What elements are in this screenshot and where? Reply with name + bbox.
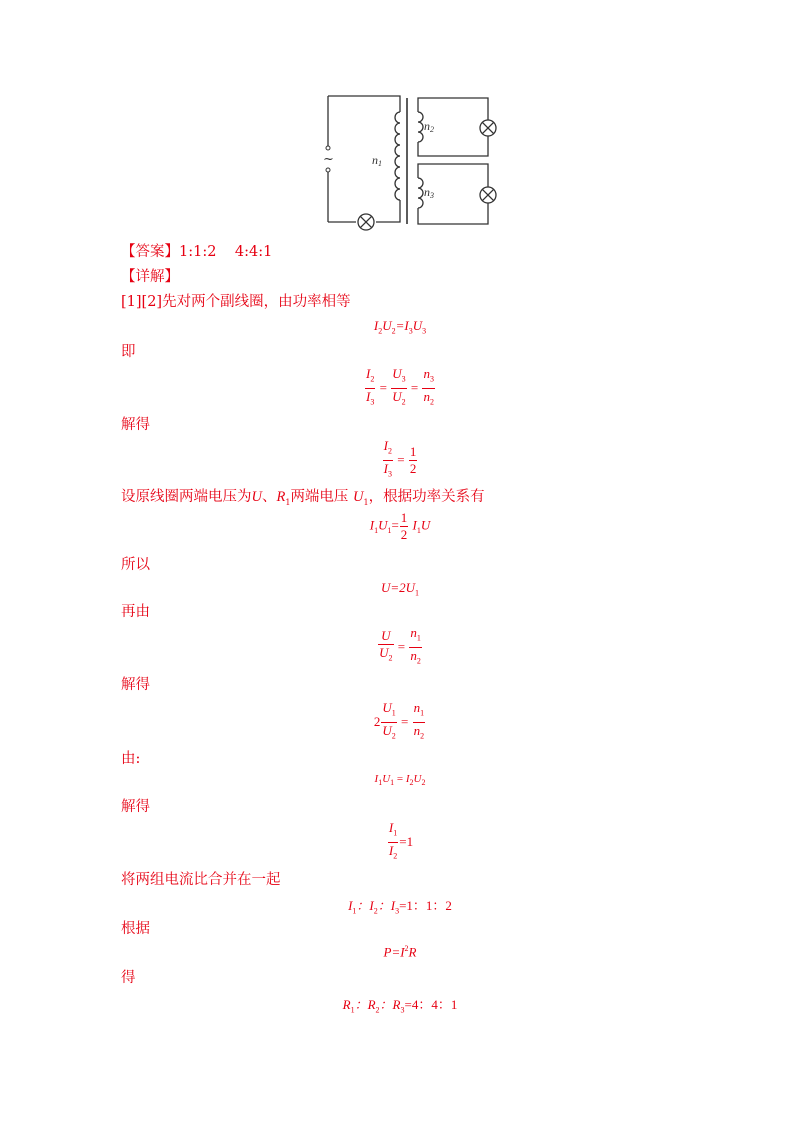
primary-wire xyxy=(328,96,400,112)
secondary-coil-3 xyxy=(418,178,423,208)
equation-primary-power: $I_1U_1=$ $\frac{1}{2}$ $I_1U$ xyxy=(369,510,431,542)
equation-current-ratio-2: $\frac{I_1}{I_2}$ =1 xyxy=(388,820,414,861)
equation-ratio-1: $\frac{I_2}{I_3}$ = $\frac{U_3}{U_2}$ = $\frac{n_3}{n_2}$ xyxy=(366,366,434,407)
lamp-primary xyxy=(358,214,374,230)
step-6-text: 再由 xyxy=(121,604,150,620)
step-12-text: 得 xyxy=(121,970,136,986)
step-4-text: 设原线圈两端电压为U、$R_1$两端电压 $U_1$，根据功率关系有 xyxy=(121,489,485,507)
ac-terminal-bottom xyxy=(326,168,330,172)
svg-text:n2: n2 xyxy=(424,119,434,134)
label-n2: n xyxy=(424,119,430,133)
equation-resistance-ratio: $R_1$：$R_2$：$R_3=4$：4：1 xyxy=(342,997,458,1015)
equation-combined-ratio: $I_1$：$I_2$：$I_3=1$：1：2 xyxy=(348,898,452,916)
transformer-circuit-diagram xyxy=(318,90,508,232)
step-11-text: 根据 xyxy=(121,921,150,937)
lamp-secondary-2 xyxy=(480,120,496,136)
ac-terminal-top xyxy=(326,146,330,150)
equation-power-balance: $I_2U_2=I_3U_3$ xyxy=(373,318,427,336)
answer-value: 1:1:2 4:4:1 xyxy=(179,244,273,260)
detail-label: 【详解】 xyxy=(121,269,179,285)
equation-voltage: $U=2U_1$ xyxy=(380,580,420,598)
step-10-text: 将两组电流比合并在一起 xyxy=(121,872,281,888)
equation-turns-ratio-2: 2 $\frac{U_1}{U_2}$ = $\frac{n_1}{n_2}$ xyxy=(373,700,425,741)
step-1-text: [1][2]先对两个副线圈，由功率相等 xyxy=(121,294,351,310)
primary-coil xyxy=(395,112,400,200)
lamp-secondary-3 xyxy=(480,187,496,203)
equation-turns-ratio: $\frac{U}{U_2}$ = $\frac{n_1}{n_2}$ xyxy=(379,625,421,666)
ac-source-symbol: ~ xyxy=(323,152,334,167)
svg-text:n1: n1 xyxy=(372,153,382,168)
step-7-text: 解得 xyxy=(121,677,150,693)
secondary-coil-2 xyxy=(418,112,423,142)
step-5-text: 所以 xyxy=(121,557,150,573)
answer-line xyxy=(121,243,272,261)
answer-label: 【答案】 xyxy=(121,244,179,260)
equation-power-equal: $I_1U_1 = I_2U_2$ xyxy=(374,773,426,788)
label-n1: n xyxy=(372,153,378,167)
svg-text:n3: n3 xyxy=(424,185,434,200)
step-9-text: 解得 xyxy=(121,799,150,815)
equation-current-ratio: $\frac{I_2}{I_3}$ = $\frac{1}{2}$ xyxy=(383,438,417,479)
label-n3: n xyxy=(424,185,430,199)
equation-power-formula: $P=I^2R$ xyxy=(383,944,417,960)
step-3-text: 解得 xyxy=(121,417,150,433)
step-8-text: 由: xyxy=(121,751,141,767)
step-2-text: 即 xyxy=(121,344,136,360)
